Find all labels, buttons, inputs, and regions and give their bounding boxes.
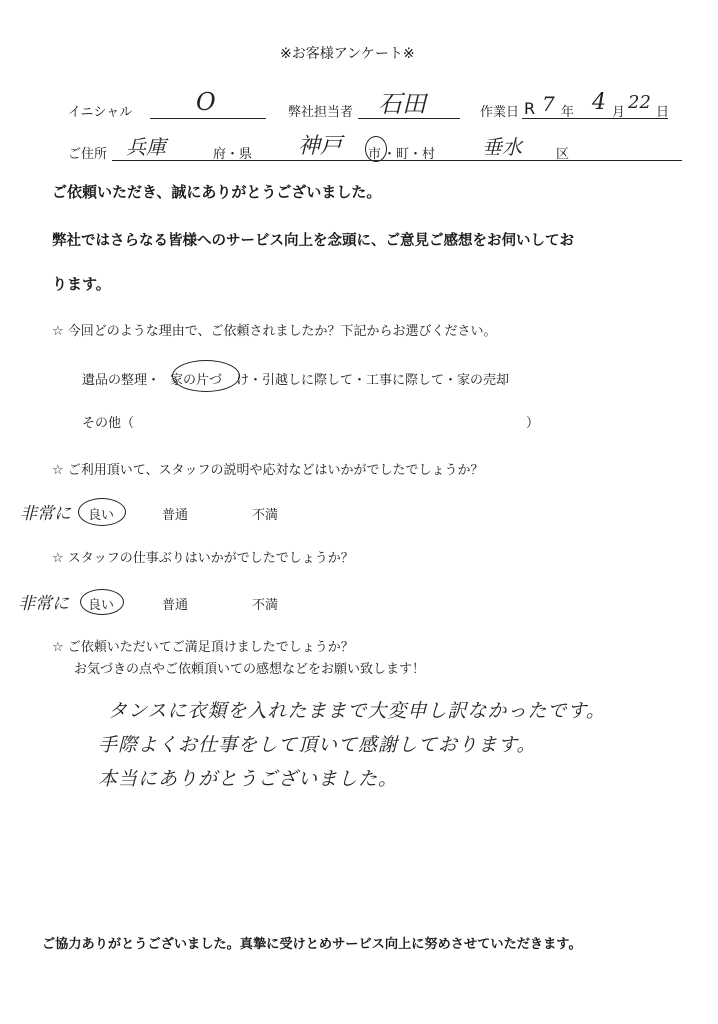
initial-underline [150,118,266,119]
staff-label: 弊社担当者 [288,105,354,120]
era-value: R [524,99,536,118]
staff-value: 石田 [378,90,426,118]
initial-label: イニシャル [68,105,133,120]
q1-options-part1: 遺品の整理・ [82,373,161,388]
q2-handwritten-prefix: 非常に [20,504,71,524]
q3-opt-good: 良い [88,598,115,613]
month-value: 4 [592,90,606,115]
month-label: 月 [612,105,626,120]
workdate-label: 作業日 [480,105,520,120]
survey-title: ※お客様アンケート※ [280,46,415,62]
workdate-underline [522,118,668,119]
q3-handwritten-prefix: 非常に [18,594,69,614]
address-underline [112,160,682,161]
q2-text: ☆ ご利用頂いて、スタッフの説明や応対などはいかがでしたでしょうか？ [52,463,484,478]
initial-value: O [196,88,216,116]
pref-suffix: 府・県 [213,147,253,162]
day-value: 22 [628,92,651,113]
q3-opt-normal: 普通 [162,598,189,613]
city-suffix-rest: ・町・村 [383,147,436,162]
q3-text: ☆ スタッフの仕事ぶりはいかがでしたでしょうか？ [52,551,354,566]
comment-line3: 本当にありがとうございました。 [98,768,399,790]
city-suffix-shi: 市 [368,147,382,162]
q1-options-part2: け・引越しに際して・工事に際して・家の売却 [236,373,510,388]
year-label: 年 [561,105,575,120]
q2-opt-normal: 普通 [162,508,189,523]
staff-underline [358,118,460,119]
q1-options-circled: 家の片づ [170,373,223,388]
q2-opt-bad: 不満 [252,508,279,523]
comment-line2: 手際よくお仕事をして頂いて感謝しております。 [98,734,537,756]
intro-line3: ります。 [52,275,111,293]
year-value: 7 [542,92,555,116]
comment-line1: タンスに衣類を入れたままで大変申し訳なかったです。 [108,700,606,722]
q2-opt-good: 良い [88,508,115,523]
ward-value: 垂水 [482,135,522,159]
city-value: 神戸 [298,134,343,159]
q3-opt-bad: 不満 [252,598,279,613]
q4-subtext: お気づきの点やご依頼頂いての感想などをお願い致します！ [74,662,426,677]
intro-line2: 弊社ではさらなる皆様へのサービス向上を念頭に、ご意見ご感想をお伺いしてお [52,233,574,249]
ward-suffix: 区 [556,147,570,162]
q1-text: ☆ 今回どのような理由で、ご依頼されましたか？下記からお選びください。 [52,324,497,339]
intro-line1: ご依頼いただき、誠にありがとうございました。 [52,183,382,201]
q1-other-close: ） [526,416,540,431]
day-label: 日 [656,105,670,120]
q1-other-label: その他（ [82,416,135,431]
footer-text: ご協力ありがとうございました。真摯に受けとめサービス向上に努めさせていただきます。 [42,937,582,952]
address-label: ご住所 [68,147,108,162]
q4-text: ☆ ご依頼いただいてご満足頂けましたでしょうか？ [52,640,354,655]
pref-value: 兵庫 [126,135,166,159]
